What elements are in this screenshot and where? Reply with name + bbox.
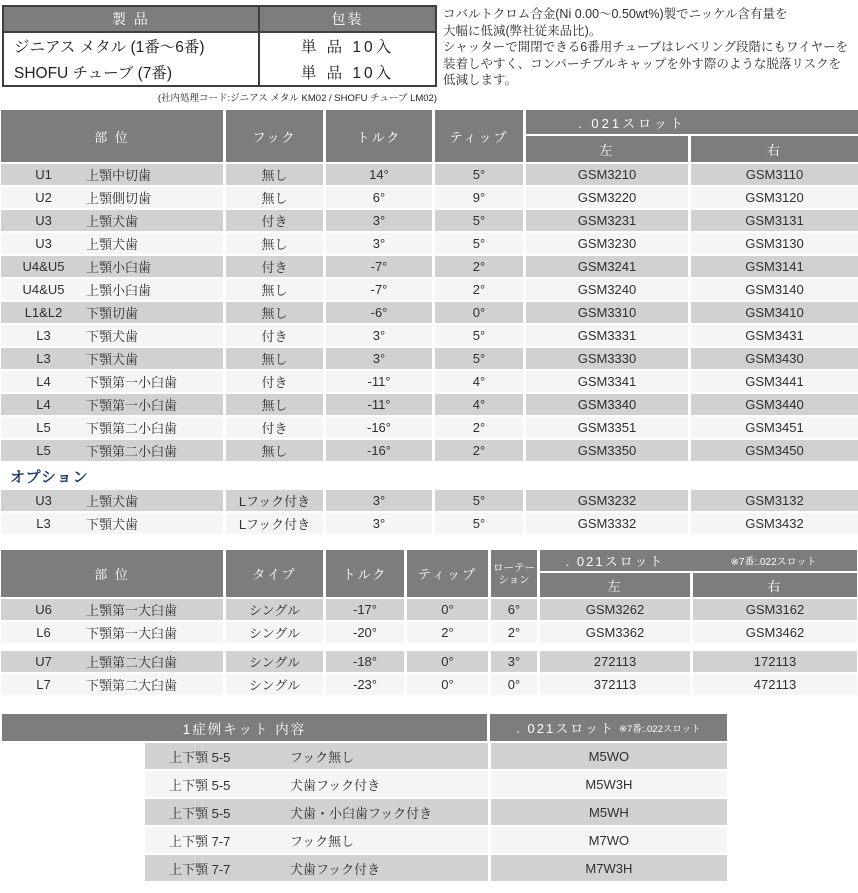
code-left: GSM3232 [526,490,688,511]
tooth-name: 上顎犬歯 [86,237,139,252]
type-value: シングル [226,651,323,672]
rotation-value: 0° [491,674,537,695]
code-left: GSM3330 [526,348,688,369]
tooth-name: 下顎犬歯 [86,517,139,532]
type-value: シングル [226,622,323,643]
code-left: 372113 [540,674,690,695]
molar-row [1,622,857,643]
part-cell [1,417,223,438]
packaging-value: 単 品 10入 [300,65,395,82]
kit-range: 上下顎 7-7 [169,833,231,849]
col-header-right: 右 [693,573,857,597]
tooth-code: U1 [35,167,52,182]
bracket-row [1,233,858,254]
torque-value: 6° [326,187,432,208]
code-right: GSM3130 [691,233,858,254]
tooth-code: L7 [36,677,51,692]
rotation-label-line2: ション [498,573,530,586]
bracket-row [1,325,858,346]
tip-value: 0° [407,674,488,695]
slot-size-note: ※7番:.022スロット [730,557,817,568]
tip-value: 5° [435,490,523,511]
code-left: GSM3210 [526,164,688,185]
kit-contents-header: 1症例キット 内容 [2,714,487,741]
col-header-type: タイプ [226,550,323,597]
tooth-name: 下顎第一小臼歯 [86,375,178,390]
kit-row [145,743,727,769]
code-left: GSM3220 [526,187,688,208]
kit-code: M5WH [491,799,727,825]
tooth-name: 上顎中切歯 [86,168,152,183]
tooth-code: L5 [36,443,51,458]
product-name: SHOFU チューブ (7番) [4,59,260,85]
code-right: GSM3432 [691,513,858,534]
part-cell [1,210,223,231]
molar-table-rows [1,599,857,695]
col-header-slot: . 021スロット [516,721,615,736]
torque-value: -6° [326,302,432,323]
kit-description-cell [145,743,488,769]
rotation-value: 6° [491,599,537,620]
code-right: GSM3131 [691,210,858,231]
kit-code: M7WO [491,827,727,853]
rotation-value: 3° [491,651,537,672]
product-table-header [4,7,435,33]
torque-value: 14° [326,164,432,185]
product-column-header: 製 品 [4,7,260,31]
tip-value: 5° [435,348,523,369]
hook-value: Lフック付き [226,490,323,511]
internal-code-footnote: (社内処理コード:ジニアス メタル KM02 / SHOFU チューブ LM02) [157,93,437,104]
kit-description-cell [145,771,488,797]
torque-value: -17° [326,599,404,620]
col-header-slot: . 021スロット [565,554,665,569]
hook-value: 付き [226,210,323,231]
tooth-code: U6 [35,602,52,617]
kit-hook-type: 犬歯・小臼歯フック付き [290,805,433,821]
code-left: GSM3331 [526,325,688,346]
product-row [4,33,435,59]
tooth-name: 上顎第二大臼歯 [86,655,178,670]
hook-value: Lフック付き [226,513,323,534]
tip-value: 2° [435,440,523,461]
bracket-row [1,417,858,438]
tooth-name: 下顎第一大臼歯 [86,626,178,641]
tip-value: 2° [435,256,523,277]
col-header-left: 左 [526,136,688,162]
tip-value: 4° [435,394,523,415]
description-line: 装着しやすく、コンパーチブルキャップを外す際のような脱落リスクを [443,56,842,71]
part-cell [1,233,223,254]
torque-value: -23° [326,674,404,695]
code-right: GSM3132 [691,490,858,511]
torque-value: -16° [326,417,432,438]
molar-tube-spec-table [1,550,857,697]
tip-value: 0° [407,651,488,672]
bracket-row [1,187,858,208]
rotation-value: 2° [491,622,537,643]
tooth-name: 下顎第二小臼歯 [86,421,178,436]
tip-value: 5° [435,210,523,231]
bracket-row [1,348,858,369]
code-right: GSM3431 [691,325,858,346]
kit-slot-header [490,714,727,741]
code-left: GSM3350 [526,440,688,461]
tooth-name: 上顎側切歯 [86,191,152,206]
kit-code: M7W3H [491,855,727,881]
tooth-code: U4&U5 [22,282,65,297]
hook-value: 無し [226,164,323,185]
torque-value: 3° [326,210,432,231]
tooth-name: 下顎切歯 [86,306,139,321]
hook-value: 付き [226,417,323,438]
description-line: コバルトクロム合金(Ni 0.00〜0.50wt%)製でニッケル含有量を [443,7,788,21]
description-line: シャッターで開閉できる6番用チューブはレベリング段階にもワイヤーを [443,40,849,55]
tooth-name: 上顎第一大臼歯 [86,603,178,618]
tooth-code: L3 [36,516,51,531]
molar-row [1,599,857,620]
part-cell [1,371,223,392]
tip-value: 2° [435,279,523,300]
col-header-hook: フック [226,110,323,162]
code-left: GSM3351 [526,417,688,438]
kit-code: M5W3H [491,771,727,797]
code-right: GSM3162 [693,599,857,620]
option-row [1,513,858,534]
tooth-name: 上顎犬歯 [86,494,139,509]
code-right: GSM3410 [691,302,858,323]
code-left: GSM3262 [540,599,690,620]
tooth-name: 下顎犬歯 [86,352,139,367]
tip-value: 5° [435,513,523,534]
part-cell [1,622,223,643]
torque-value: -16° [326,440,432,461]
kit-range: 上下顎 5-5 [169,777,231,793]
tip-value: 0° [407,599,488,620]
hook-value: 無し [226,348,323,369]
code-right: GSM3140 [691,279,858,300]
kit-row [145,855,727,881]
part-cell [1,325,223,346]
part-cell [1,490,223,511]
hook-value: 無し [226,279,323,300]
code-left: GSM3241 [526,256,688,277]
torque-value: 3° [326,325,432,346]
bracket-row [1,440,858,461]
torque-value: -7° [326,256,432,277]
tooth-name: 下顎第二小臼歯 [86,444,178,459]
bracket-row [1,394,858,415]
bracket-row [1,371,858,392]
part-cell [1,599,223,620]
kit-code: M5WO [491,743,727,769]
part-cell [1,440,223,461]
product-name: ジニアス メタル (1番〜6番) [4,33,260,59]
tip-value: 5° [435,164,523,185]
part-cell [1,302,223,323]
hook-value: 付き [226,325,323,346]
description-line: 低減します。 [443,73,518,88]
tooth-code: L4 [36,397,51,412]
rotation-label-line1: ローテー [493,561,535,574]
part-cell [1,187,223,208]
tooth-code: U3 [35,213,52,228]
code-right: GSM3440 [691,394,858,415]
torque-value: -18° [326,651,404,672]
code-right: GSM3451 [691,417,858,438]
tooth-code: L5 [36,420,51,435]
torque-value: 3° [326,348,432,369]
torque-value: 3° [326,513,432,534]
code-left: GSM3240 [526,279,688,300]
kit-hook-type: 犬歯フック付き [290,861,381,877]
part-cell [1,164,223,185]
description-line: 大幅に低減(弊社従来品比)。 [443,23,602,38]
code-left: GSM3332 [526,513,688,534]
molar-row [1,674,857,695]
kit-range: 上下顎 5-5 [169,805,231,821]
code-right: 472113 [693,674,857,695]
tooth-code: L4 [36,374,51,389]
slot-header-top [540,550,857,571]
product-table-body [4,33,435,85]
tooth-code: U3 [35,236,52,251]
part-cell [1,651,223,672]
torque-value: -7° [326,279,432,300]
hook-value: 無し [226,302,323,323]
bracket-row [1,210,858,231]
hook-value: 無し [226,187,323,208]
tooth-code: L3 [36,351,51,366]
tooth-name: 上顎小臼歯 [86,260,152,275]
option-row [1,490,858,511]
kit-hook-type: フック無し [290,749,355,765]
col-header-rotation [491,550,537,597]
bracket-table-header [1,110,858,162]
hook-value: 無し [226,394,323,415]
case-kit-table [2,714,727,883]
hook-value: 無し [226,440,323,461]
tooth-name: 下顎犬歯 [86,329,139,344]
hook-value: 付き [226,256,323,277]
option-section-label: オプション [10,469,89,486]
code-left: 272113 [540,651,690,672]
bracket-row [1,279,858,300]
kit-description-cell [145,799,488,825]
code-right: GSM3110 [691,164,858,185]
kit-description-cell [145,855,488,881]
molar-row [1,651,857,672]
slot-header-group [540,550,857,597]
code-left: GSM3310 [526,302,688,323]
part-cell [1,674,223,695]
code-left: GSM3341 [526,371,688,392]
slot-size-note: ※7番:.022スロット [618,723,701,735]
col-header-tip: ティップ [407,550,488,597]
tooth-code: U2 [35,190,52,205]
code-right: 172113 [693,651,857,672]
part-cell [1,513,223,534]
bracket-table-rows [1,164,858,461]
kit-table-rows [2,743,727,881]
kit-description-cell [145,827,488,853]
code-left: GSM3340 [526,394,688,415]
tip-value: 4° [435,371,523,392]
packaging-column-header: 包装 [260,7,435,31]
tip-value: 2° [407,622,488,643]
kit-range: 上下顎 5-5 [169,749,231,765]
bracket-row [1,302,858,323]
code-right: GSM3430 [691,348,858,369]
part-cell [1,394,223,415]
code-right: GSM3450 [691,440,858,461]
option-rows-table [1,490,858,536]
col-header-torque: トルク [326,110,432,162]
tip-value: 0° [435,302,523,323]
part-cell [1,256,223,277]
bracket-spec-table [1,110,858,463]
col-header-right: 右 [691,136,858,162]
tooth-code: L1&L2 [24,305,63,320]
product-packaging-table [2,5,437,87]
molar-table-header [1,550,857,597]
kit-row [145,799,727,825]
packaging-value: 単 品 10入 [300,39,395,56]
col-header-part: 部 位 [1,110,223,162]
type-value: シングル [226,599,323,620]
kit-hook-type: フック無し [290,833,355,849]
tip-value: 9° [435,187,523,208]
product-row [4,59,435,85]
tip-value: 2° [435,417,523,438]
torque-value: -11° [326,371,432,392]
tooth-code: L6 [36,625,51,640]
code-left: GSM3230 [526,233,688,254]
tooth-code: U3 [35,493,52,508]
tooth-name: 上顎小臼歯 [86,283,152,298]
tooth-code: U7 [35,654,52,669]
tip-value: 5° [435,325,523,346]
bracket-row [1,256,858,277]
torque-value: 3° [326,490,432,511]
code-left: GSM3231 [526,210,688,231]
bracket-row [1,164,858,185]
code-left: GSM3362 [540,622,690,643]
hook-value: 無し [226,233,323,254]
product-description [443,6,857,89]
tooth-name: 下顎第一小臼歯 [86,398,178,413]
code-right: GSM3141 [691,256,858,277]
type-value: シングル [226,674,323,695]
tooth-name: 上顎犬歯 [86,214,139,229]
kit-table-header [2,714,727,741]
torque-value: -11° [326,394,432,415]
tip-value: 5° [435,233,523,254]
slot-header-group [526,110,858,162]
col-header-tip: ティップ [435,110,523,162]
kit-row [145,771,727,797]
kit-range: 上下顎 7-7 [169,861,231,877]
col-header-slot: . 021スロット [526,110,858,134]
col-header-part: 部 位 [1,550,223,597]
torque-value: -20° [326,622,404,643]
part-cell [1,348,223,369]
tooth-name: 下顎第二大臼歯 [86,678,178,693]
kit-row [145,827,727,853]
option-table-rows [1,490,858,534]
code-right: GSM3462 [693,622,857,643]
tooth-code: L3 [36,328,51,343]
col-header-left: 左 [540,573,690,597]
hook-value: 付き [226,371,323,392]
tooth-code: U4&U5 [22,259,65,274]
torque-value: 3° [326,233,432,254]
code-right: GSM3441 [691,371,858,392]
kit-hook-type: 犬歯フック付き [290,777,381,793]
col-header-torque: トルク [326,550,404,597]
code-right: GSM3120 [691,187,858,208]
part-cell [1,279,223,300]
